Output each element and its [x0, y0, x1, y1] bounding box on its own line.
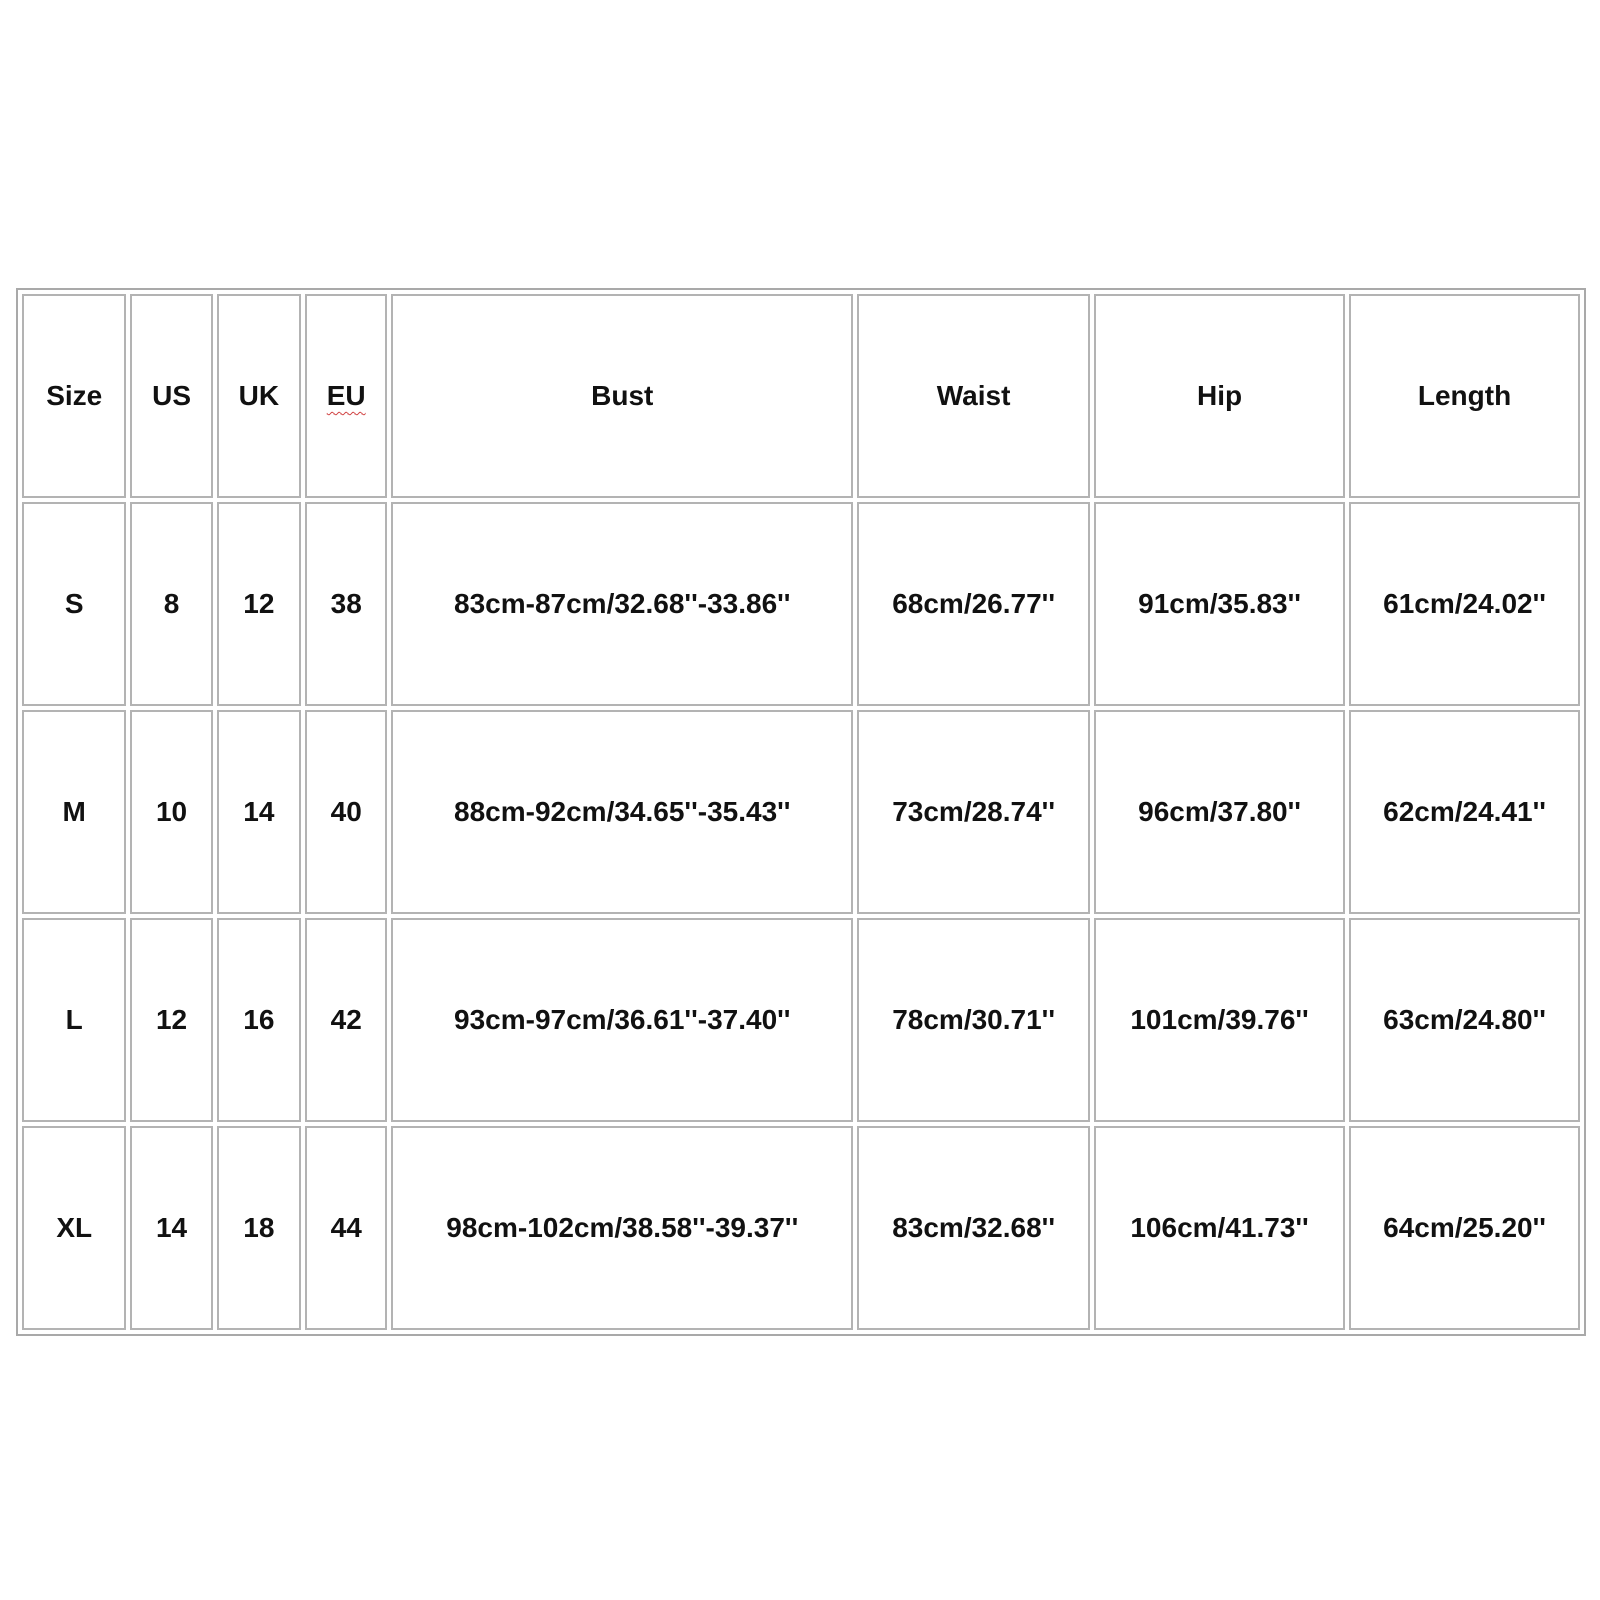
header-eu-label: EU	[326, 380, 366, 411]
cell-size: XL	[22, 1126, 126, 1330]
cell-waist: 83cm/32.68''	[857, 1126, 1090, 1330]
cell-length: 62cm/24.41''	[1349, 710, 1580, 914]
cell-uk: 18	[217, 1126, 301, 1330]
cell-eu: 44	[305, 1126, 387, 1330]
header-bust: Bust	[391, 294, 853, 498]
header-length: Length	[1349, 294, 1580, 498]
header-uk: UK	[217, 294, 301, 498]
cell-waist: 73cm/28.74''	[857, 710, 1090, 914]
table-row	[22, 918, 1580, 1122]
cell-size: M	[22, 710, 126, 914]
cell-length: 64cm/25.20''	[1349, 1126, 1580, 1330]
cell-bust: 83cm-87cm/32.68''-33.86''	[391, 502, 853, 706]
cell-hip: 106cm/41.73''	[1094, 1126, 1345, 1330]
size-chart-table	[16, 288, 1586, 1336]
cell-us: 8	[130, 502, 212, 706]
cell-waist: 68cm/26.77''	[857, 502, 1090, 706]
cell-length: 63cm/24.80''	[1349, 918, 1580, 1122]
header-eu	[305, 294, 387, 498]
cell-eu: 40	[305, 710, 387, 914]
cell-bust: 88cm-92cm/34.65''-35.43''	[391, 710, 853, 914]
header-waist: Waist	[857, 294, 1090, 498]
cell-waist: 78cm/30.71''	[857, 918, 1090, 1122]
cell-length: 61cm/24.02''	[1349, 502, 1580, 706]
table-row	[22, 710, 1580, 914]
cell-size: S	[22, 502, 126, 706]
table-row	[22, 1126, 1580, 1330]
header-us: US	[130, 294, 212, 498]
cell-size: L	[22, 918, 126, 1122]
cell-uk: 16	[217, 918, 301, 1122]
cell-bust: 93cm-97cm/36.61''-37.40''	[391, 918, 853, 1122]
header-row	[22, 294, 1580, 498]
cell-eu: 38	[305, 502, 387, 706]
table-row	[22, 502, 1580, 706]
cell-hip: 96cm/37.80''	[1094, 710, 1345, 914]
cell-us: 14	[130, 1126, 212, 1330]
cell-uk: 12	[217, 502, 301, 706]
header-hip: Hip	[1094, 294, 1345, 498]
cell-uk: 14	[217, 710, 301, 914]
cell-hip: 91cm/35.83''	[1094, 502, 1345, 706]
cell-us: 10	[130, 710, 212, 914]
cell-bust: 98cm-102cm/38.58''-39.37''	[391, 1126, 853, 1330]
cell-us: 12	[130, 918, 212, 1122]
cell-eu: 42	[305, 918, 387, 1122]
cell-hip: 101cm/39.76''	[1094, 918, 1345, 1122]
header-size: Size	[22, 294, 126, 498]
